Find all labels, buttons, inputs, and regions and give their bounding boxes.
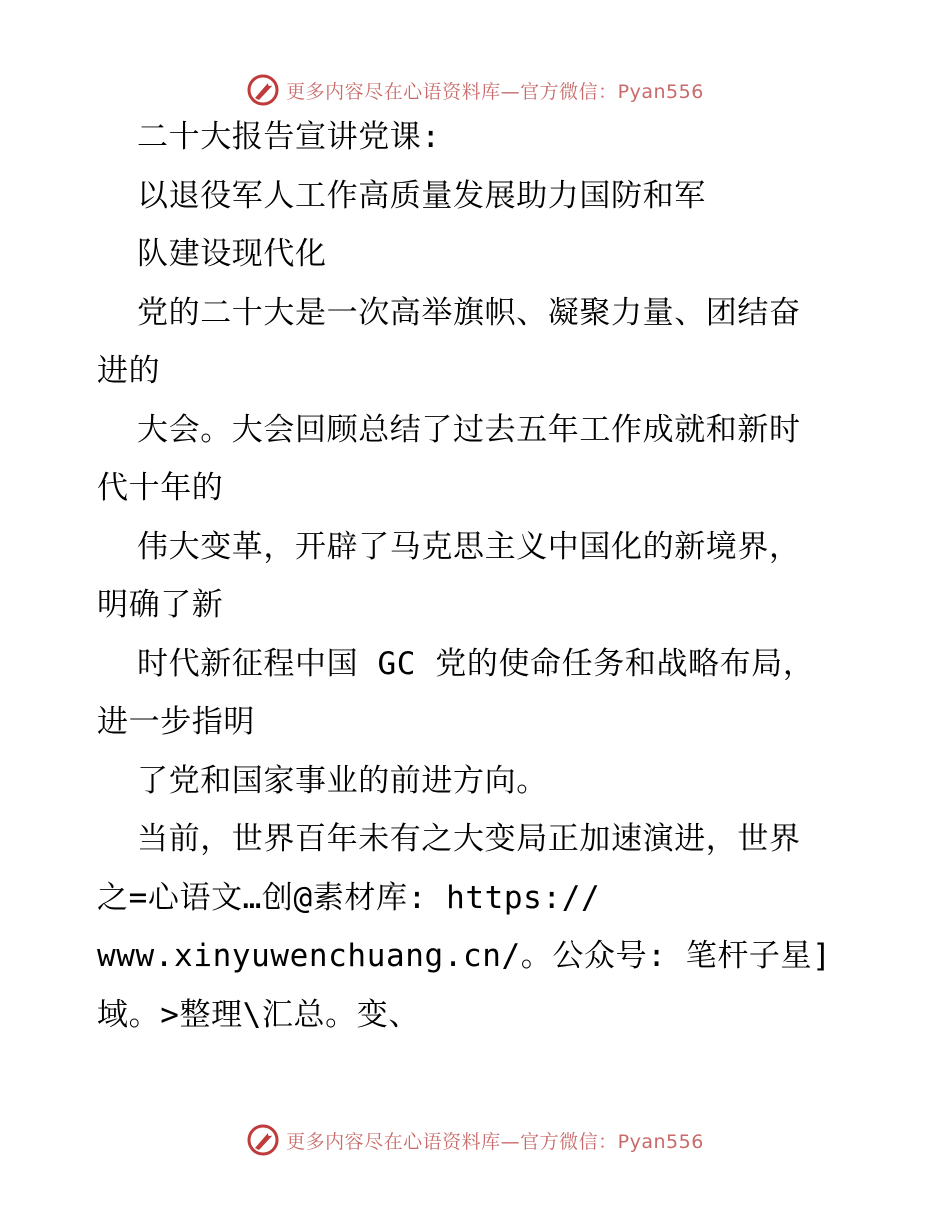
- pen-logo-icon: [246, 73, 280, 107]
- text-line: 进的: [97, 353, 161, 389]
- document-body: [97, 119, 857, 1058]
- text-line: 时代新征程中国 GC 党的使命任务和战略布局，: [137, 645, 815, 682]
- text-line: 二十大报告宣讲党课:: [137, 119, 441, 155]
- text-line: www.xinyuwenchuang.cn/。公众号: 笔杆子星]: [97, 938, 832, 974]
- text-line: 以退役军人工作高质量发展助力国防和军: [137, 177, 706, 214]
- header-watermark: [0, 70, 950, 110]
- text-line: 党的二十大是一次高举旗帜、凝聚力量、团结奋: [137, 294, 801, 331]
- text-line: 伟大变革，开辟了马克思主义中国化的新境界，: [137, 528, 801, 565]
- text-line: 代十年的: [97, 470, 224, 506]
- footer-watermark: [0, 1120, 950, 1160]
- watermark-group: [246, 1123, 704, 1157]
- watermark-text: 更多内容尽在心语资料库—官方微信：Pyan556: [286, 80, 704, 103]
- watermark-group: [246, 73, 704, 107]
- text-line: 大会。大会回顾总结了过去五年工作成就和新时: [137, 411, 801, 448]
- text-line: 当前，世界百年未有之大变局正加速演进，世界: [137, 821, 801, 857]
- pen-logo-icon: [246, 1123, 280, 1157]
- text-line: 之=心语文…创@素材库: https://: [97, 879, 601, 916]
- text-line: 进一步指明: [97, 704, 255, 740]
- watermark-text: 更多内容尽在心语资料库—官方微信：Pyan556: [286, 1130, 704, 1153]
- text-line: 队建设现代化: [137, 236, 327, 272]
- text-line: 明确了新: [97, 587, 224, 623]
- text-line: 域。>整理\汇总。变、: [97, 996, 420, 1033]
- text-line: 了党和国家事业的前进方向。: [137, 762, 548, 799]
